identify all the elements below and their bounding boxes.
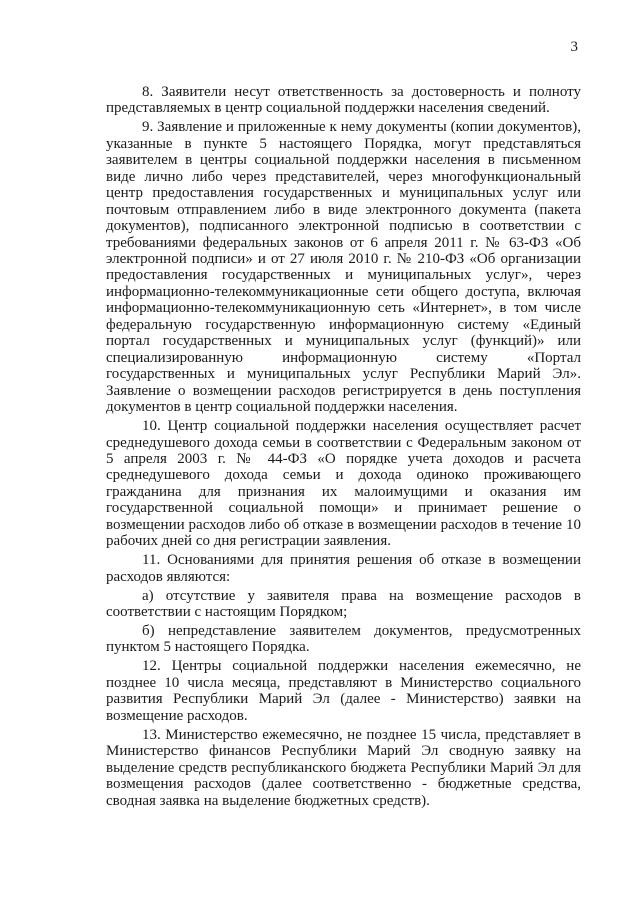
paragraph-13: 13. Министерство ежемесячно, не позднее 15 числа, представляет в Министерство финансов Республики Марий Эл сводную заявку на выделение средств республиканского бюджета Республики Марий Эл для возмещения расходов (далее соответственно - бюджетные средства, сводная заявка на выделение бюджетных средств). [106,726,581,809]
paragraph-11-a: а) отсутствие у заявителя права на возмещение расходов в соответствии с настоящим Порядком; [106,587,581,621]
page-number: 3 [570,39,578,55]
paragraph-10: 10. Центр социальной поддержки населения осуществляет расчет среднедушевого дохода семьи в соответствии с Федеральным законом от 5 апреля 2003 г. № 44-ФЗ «О порядке учета доходов и расчета среднедушевого дохода семьи и дохода одиноко проживающего гражданина для признания их малоимущими и оказания им государственной социальной помощи» и принимает решение о возмещении расходов либо об отказе в возмещении расходов в течение 10 рабочих дней со дня регистрации заявления. [106,418,581,550]
paragraph-9: 9. Заявление и приложенные к нему документы (копии документов), указанные в пункте 5 настоящего Порядка, могут представляться заявителем в центры социальной поддержки населения в письменном виде лично либо через представителей, через многофункциональный центр предоставления государственных и муниципальных услуг или почтовым отправлением либо в виде электронного документа (пакета документов), подписанного электронной подписью в соответствии с требованиями федеральных законов от 6 апреля 2011 г. № 63-ФЗ «Об электронной подписи» и от 27 июля 2010 г. № 210-ФЗ «Об организации предоставления государственных и муниципальных услуг», через информационно-телекоммуникационные сети общего доступа, включая информационно-телекоммуникационную сеть «Интернет», в том числе федеральную государственную информационную систему «Единый портал государственных и муниципальных услуг (функций)» или специализированную информационную систему «Портал государственных и муниципальных услуг Республики Марий Эл». Заявление о возмещении расходов регистрируется в день поступления документов в центр социальной поддержки населения. [106,119,581,416]
paragraph-11-b: б) непредставление заявителем документов, предусмотренных пунктом 5 настоящего Порядка. [106,623,581,656]
paragraph-12: 12. Центры социальной поддержки населения ежемесячно, не позднее 10 числа месяца, представляют в Министерство социального развития Республики Марий Эл (далее - Министерство) заявки на возмещение расходов. [106,658,581,724]
paragraph-8: 8. Заявители несут ответственность за достоверность и полноту представляемых в центр социальной поддержки населения сведений. [106,84,581,117]
document-body [106,84,581,809]
paragraph-11: 11. Основаниями для принятия решения об отказе в возмещении расходов являются: [106,552,581,585]
